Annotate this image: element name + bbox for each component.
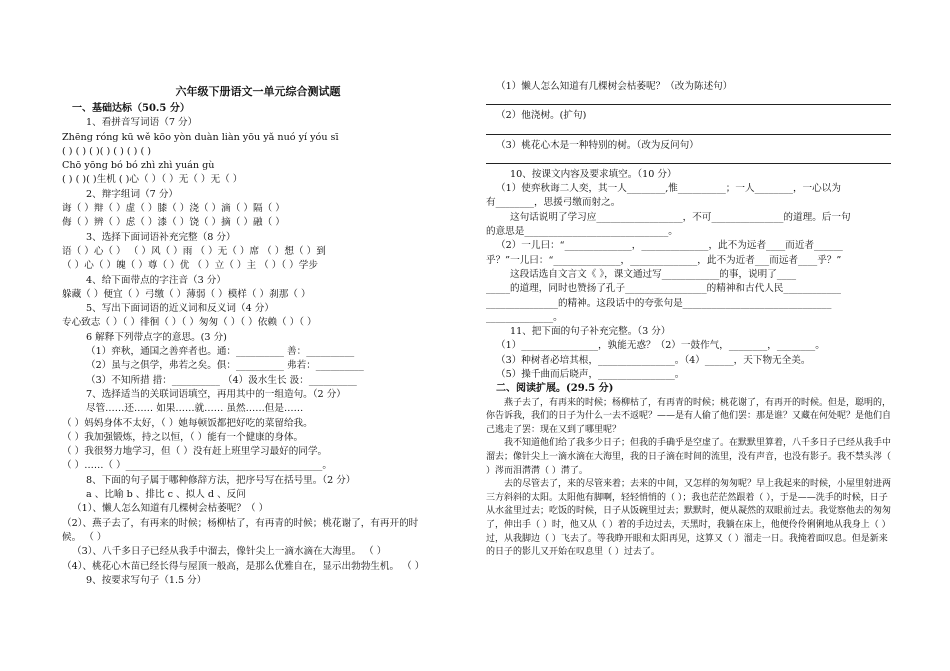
left-column	[62, 80, 454, 588]
question-line: 3、选择下面词语补充完整（8 分）	[86, 231, 236, 243]
reading-paragraph: 我不知道他们给了我多少日子；但我的手确乎是空虚了。在默默里算着，八千多日子已经从我手中溜去；像针尖上一滴水滴在大海里，我的日子滴在时间的流里，没有声音，也没有影子。我不禁头涔（ ）涔而泪潸潸（ ）潸了。	[486, 438, 891, 476]
question-line: 一、基础达标（50.5 分）	[72, 103, 190, 114]
question-line: （3）桃花心木是一种特别的树。（改为反问句）	[496, 139, 699, 151]
question-line: 4、给下面带点的字注音（3 分）	[86, 274, 226, 286]
question-line: Zhēng róng kū wě kōo yòn duàn liàn yōu yǎ nuó yí yóu sī	[62, 131, 339, 143]
reading-paragraph: 燕子去了，有再来的时候；杨柳枯了，有再青的时候；桃花谢了，有再开的时候。但是，聪明的，你告诉我，我们的日子为什么一去不返呢？——是有人偷了他们罢：那是谁？又藏在何处呢？是他们自己逃走了罢：现在又到了哪里呢？	[486, 397, 891, 435]
answer-line[interactable]	[486, 94, 891, 105]
question-line: ( ) ( )( )生机 ( )心（ ）（ ）无（ ）无（ ）	[62, 174, 243, 186]
question-line: （ ）我很努力地学习，但（ ）没有赶上班里学习最好的同学。	[62, 446, 328, 458]
question-line: ______________。	[486, 311, 563, 323]
question-line: 二、阅读扩展。(29.5 分)	[496, 383, 614, 395]
question-line: 10、按课文内容及要求填空。（10 分）	[510, 168, 677, 180]
question-line: 11、把下面的句子补充完整。（3 分）	[510, 326, 671, 338]
right-column	[486, 80, 891, 560]
question-line: 5、写出下面词语的近义词和反义词（4 分）	[86, 303, 274, 315]
question-line: _____的道理，同时也赞扬了孔子_________________的精神和古代人民____________	[486, 283, 841, 295]
question-line: 语（ ）心（ ） （ ）风（ ）雨 （ ）无（ ）席 （ ）想（ ）到	[62, 245, 326, 257]
question-line: （3）种树者必培其根，________________。（4）______，天下物无全美。	[496, 354, 811, 366]
question-line: （ ）我加强锻炼，持之以恒，（ ）能有一个健康的身体。	[62, 431, 304, 443]
question-line: _______________的精神。这段话中的夸张句是_______________________________	[486, 297, 832, 309]
question-line: 2、辩字组词（7 分）	[86, 188, 179, 200]
reading-passage	[486, 397, 891, 560]
question-line: 7、选择适当的关联词语填空，再用其中的一组造句。（2 分）	[86, 388, 346, 400]
question-line: 1、看拼音写词语（7 分）	[86, 117, 198, 129]
question-line: 6 解释下列带点字的意思。(3 分)	[86, 331, 227, 343]
question-line: 9、按要求写句子（1.5 分）	[86, 574, 207, 586]
question-line: （2）、燕子去了，有再来的时候；杨柳枯了，有再青的时候；桃花谢了，有再开的时	[62, 517, 419, 529]
question-line: 乎？”一儿曰：“______________，______________，此不为近者___而远者____乎？”	[486, 254, 842, 266]
question-line: 诲（ ）辩（ ）虚（ ）膝（ ）浇（ ）滴（ ）隔（ ）	[62, 203, 285, 215]
question-line: 躲藏（ ）便宜（ ）弓缴（ ）薄弱（ ）模样（ ）刹那（ ）	[62, 288, 311, 300]
question-line: 有________，思援弓缴而射之。	[486, 197, 621, 209]
question-line: 侮（ ）辨（ ）虑（ ）漆（ ）饶（ ）摘（ ）融（ ）	[62, 217, 285, 229]
question-line: （3）不知所措 措：__________ （4）汲水生长 汲：__________	[86, 374, 357, 386]
question-line: （4）、桃花心木苗已经长得与屋顶一般高，是那么优雅自在，显示出勃勃生机。 （ ）	[62, 560, 425, 572]
question-line: （1）懒人怎么知道有几棵树会枯萎呢？（改为陈述句）	[496, 81, 733, 92]
question-line: （ ）……（ ）_________________________________________。	[62, 460, 332, 472]
question-line: 这段话选自文言文《 》，课文通过写____________的事，说明了____	[510, 268, 797, 280]
question-line: 这句话说明了学习应__________________，不可_______________的道理。后一句	[510, 211, 851, 223]
question-line: 专心致志（ ）（ ）徘徊（ ）（ ）匆匆（ ）（ ）依赖（ ）（ ）	[62, 317, 317, 329]
question-line: （2）一儿曰：“______________，______________，此不为远者____而近者______	[496, 240, 843, 252]
question-line: （ ）妈妈身体不太好，（ ）她每顿饭都把好吃的菜留给我。	[62, 417, 313, 429]
question-line: （1）、懒人怎么知道有几棵树会枯萎呢？（ ）	[72, 503, 269, 515]
question-line: （1）弈秋，通国之善弈者也。通：__________ 善：__________	[86, 346, 355, 358]
left-question-list	[62, 102, 454, 588]
question-line: （5）操千曲而后晓声，________________。	[496, 369, 685, 381]
question-line: （2）他浇树。(扩句)	[496, 110, 587, 122]
question-line: 8、下面的句子属于哪种修辞方法，把序号写在括号里。（2 分）	[86, 474, 356, 486]
question-line: 候。 （ ）	[62, 531, 107, 543]
reading-paragraph: 去的尽管去了，来的尽管来着；去来的中间，又怎样的匆匆呢？早上我起来的时候，小屋里射进两三方斜斜的太阳。太阳他有脚啊，轻轻悄悄的（ ）；我也茫茫然跟着（ ），于是——洗手的时候，日子从水盆里过去；吃饭的时候，日子从饭碗里过去；默默时，便从凝然的双眼前过去。我觉察他去的匆匆了，伸出手（ ）时，他又从（ ）着的手边过去，天黑时，我躺在床上，他便伶伶俐俐地从我身上（ ）过，从我脚边（ ）飞去了。等我睁开眼和太阳再见，这算又（ ）溜走一日。我掩着面叹息。但是新来的日子的影儿又开始在叹息里（ ）过去了。	[486, 479, 891, 558]
question-line: ( ) ( ) ( )( ) ( ) ( ) ( )	[62, 145, 151, 157]
question-line: Chō yōng bó bó zhì zhì yuán gù	[62, 160, 215, 172]
page-title: 六年级下册语文一单元综合测试题	[175, 85, 341, 98]
question-line: a 、比喻 b 、排比 c 、拟人 d 、反问	[86, 489, 246, 501]
question-line: （1）________________，孰能无惑？（2）一鼓作气，________，________。	[496, 340, 825, 352]
answer-line[interactable]	[486, 124, 891, 135]
question-line: 尽管……还…… 如果……就…… 虽然……但是……	[86, 403, 304, 415]
answer-line[interactable]	[486, 153, 891, 164]
question-line: （1）使弈秋诲二人奕，其一人________,惟__________；一人________，一心以为	[496, 183, 841, 195]
question-line: 的意思是______________________________。	[486, 226, 678, 238]
question-line: （3）、八千多日子已经从我手中溜去，像针尖上一滴水滴在大海里。 （ ）	[72, 546, 387, 558]
question-line: （ ）心（ ）魄（ ）尊（ ）优 （ ）立（ ）主 （ ）（ ）学步	[62, 260, 318, 272]
question-line: （2）虽与之俱学，弗若之矣。俱：__________ 弗若：__________	[86, 360, 364, 372]
right-question-list	[486, 80, 891, 397]
